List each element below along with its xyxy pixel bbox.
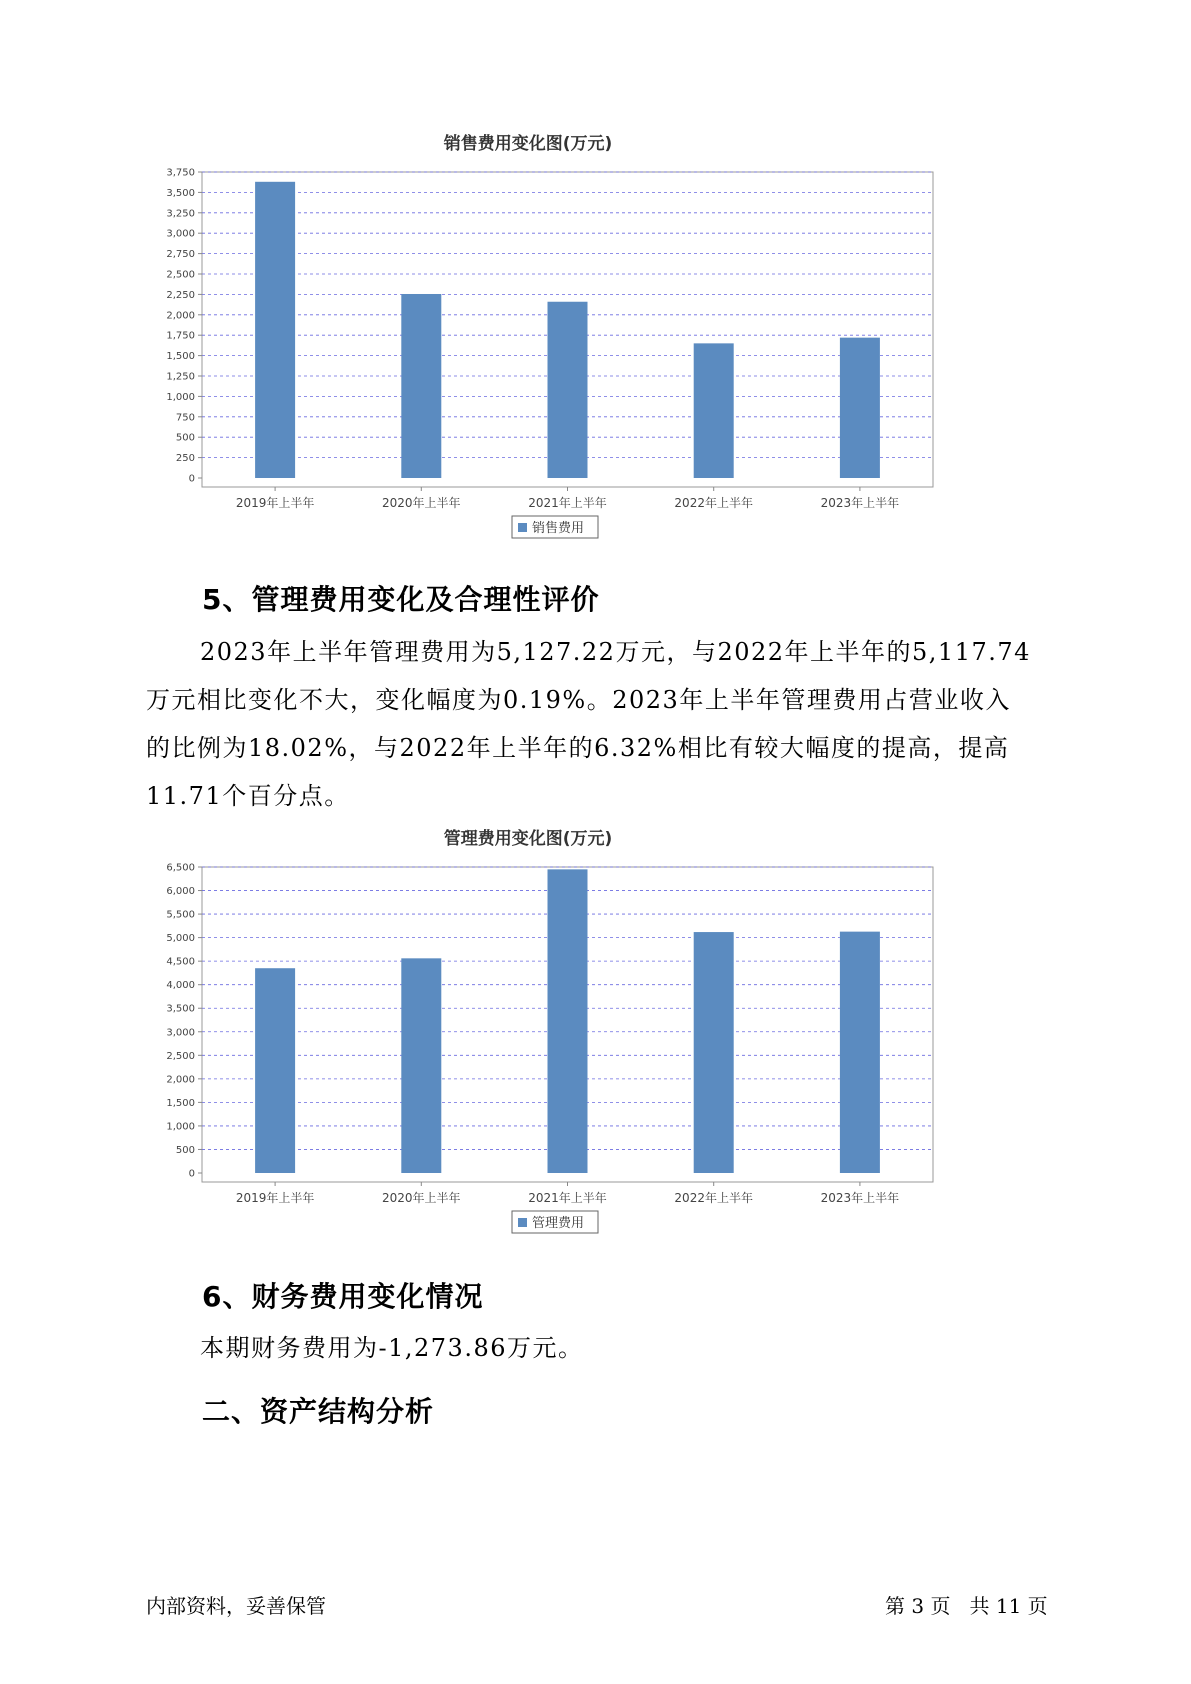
footer-left: 内部资料，妥善保管 bbox=[146, 1594, 326, 1618]
legend-swatch bbox=[518, 1218, 527, 1227]
sales-expense-chart bbox=[150, 125, 1030, 555]
sales-expense-chart-svg bbox=[150, 125, 1030, 555]
y-tick-label: 3,500 bbox=[166, 1003, 195, 1015]
x-tick-label: 2020年上半年 bbox=[382, 496, 461, 510]
bar bbox=[840, 932, 880, 1173]
y-tick-label: 500 bbox=[175, 1144, 195, 1156]
y-tick-label: 500 bbox=[175, 432, 195, 444]
x-tick-label: 2022年上半年 bbox=[674, 496, 753, 510]
y-tick-label: 1,250 bbox=[166, 371, 195, 383]
y-tick-label: 5,000 bbox=[166, 933, 195, 945]
bar bbox=[840, 338, 880, 478]
asset-structure-heading: 二、资产结构分析 bbox=[202, 1395, 435, 1428]
x-tick-label: 2023年上半年 bbox=[820, 1191, 900, 1205]
y-tick-label: 3,000 bbox=[166, 228, 195, 240]
admin-expense-chart bbox=[150, 820, 1030, 1250]
y-tick-label: 2,500 bbox=[166, 1050, 195, 1062]
y-tick-label: 1,500 bbox=[166, 1097, 195, 1109]
admin-paragraph-line-3: 的比例为18.02%，与2022年上半年的6.32%相比有较大幅度的提高，提高 bbox=[146, 734, 1010, 762]
chart-title: 销售费用变化图(万元) bbox=[443, 134, 613, 154]
finance-paragraph-text: 本期财务费用为-1,273.86万元。 bbox=[200, 1334, 584, 1362]
y-tick-label: 3,000 bbox=[166, 1027, 195, 1039]
x-tick-label: 2023年上半年 bbox=[820, 496, 900, 510]
x-tick-label: 2019年上半年 bbox=[235, 496, 315, 510]
y-tick-label: 250 bbox=[175, 453, 195, 465]
bar bbox=[548, 869, 588, 1173]
x-tick-label: 2019年上半年 bbox=[235, 1191, 315, 1205]
y-tick-label: 1,000 bbox=[166, 391, 195, 403]
bar bbox=[694, 932, 734, 1173]
admin-paragraph-line-4: 11.71个百分点。 bbox=[146, 782, 350, 810]
admin-paragraph-line-2: 万元相比变化不大，变化幅度为0.19%。2023年上半年管理费用占营业收入 bbox=[146, 686, 1011, 714]
y-tick-label: 750 bbox=[175, 412, 195, 424]
legend-label: 管理费用 bbox=[532, 1216, 585, 1231]
y-tick-label: 3,500 bbox=[166, 187, 195, 199]
y-tick-label: 6,000 bbox=[166, 886, 195, 898]
x-tick-label: 2022年上半年 bbox=[674, 1191, 753, 1205]
x-tick-label: 2020年上半年 bbox=[382, 1191, 461, 1205]
admin-expense-paragraph bbox=[146, 628, 1046, 820]
y-tick-label: 0 bbox=[188, 1168, 195, 1180]
y-tick-label: 4,500 bbox=[166, 956, 195, 968]
bar bbox=[255, 182, 295, 478]
y-tick-label: 5,500 bbox=[166, 909, 195, 921]
finance-expense-heading: 6、财务费用变化情况 bbox=[202, 1280, 484, 1313]
legend-label: 销售费用 bbox=[532, 521, 585, 536]
y-tick-label: 2,750 bbox=[166, 249, 195, 261]
legend-swatch bbox=[518, 523, 527, 532]
x-tick-label: 2021年上半年 bbox=[528, 496, 607, 510]
footer-page-number: 第 3 页 共 11 页 bbox=[885, 1594, 1048, 1618]
y-tick-label: 4,000 bbox=[166, 980, 195, 992]
x-tick-label: 2021年上半年 bbox=[528, 1191, 607, 1205]
y-tick-label: 2,250 bbox=[166, 289, 195, 301]
bar bbox=[548, 302, 588, 478]
chart-title: 管理费用变化图(万元) bbox=[443, 829, 613, 849]
y-tick-label: 2,000 bbox=[166, 310, 195, 322]
y-tick-label: 2,000 bbox=[166, 1074, 195, 1086]
admin-expense-chart-svg bbox=[150, 820, 1030, 1250]
y-tick-label: 0 bbox=[188, 473, 195, 485]
bar bbox=[694, 343, 734, 478]
admin-paragraph-line-1: 2023年上半年管理费用为5,127.22万元，与2022年上半年的5,117.74 bbox=[200, 638, 1031, 666]
y-tick-label: 3,750 bbox=[166, 167, 195, 179]
y-tick-label: 6,500 bbox=[166, 862, 195, 874]
bar bbox=[401, 958, 441, 1173]
y-tick-label: 1,750 bbox=[166, 330, 195, 342]
y-tick-label: 2,500 bbox=[166, 269, 195, 281]
y-tick-label: 1,500 bbox=[166, 351, 195, 363]
y-tick-label: 1,000 bbox=[166, 1121, 195, 1133]
finance-expense-paragraph bbox=[146, 1324, 1046, 1372]
bar bbox=[401, 294, 441, 478]
bar bbox=[255, 968, 295, 1173]
admin-expense-heading: 5、管理费用变化及合理性评价 bbox=[202, 583, 600, 616]
y-tick-label: 3,250 bbox=[166, 208, 195, 220]
